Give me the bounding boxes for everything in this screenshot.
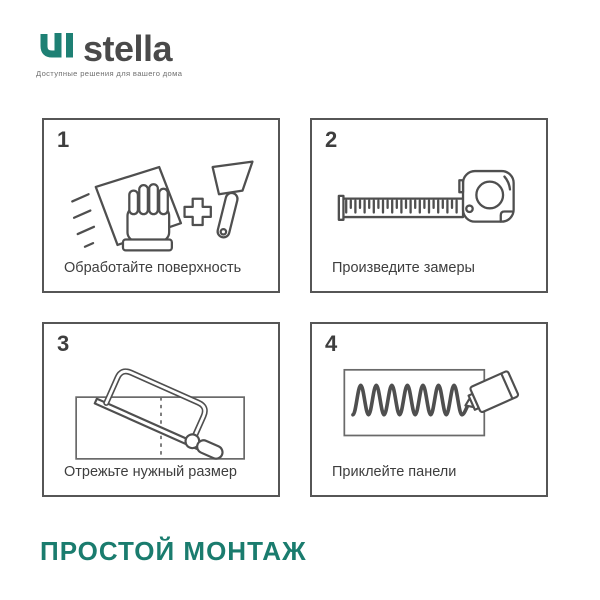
step-card-2 (310, 118, 548, 293)
step-caption: Приклейте панели (332, 464, 457, 480)
step-number: 3 (57, 331, 70, 356)
step-number: 2 (325, 127, 338, 152)
step-illustration (312, 152, 546, 260)
cloth-hand-spatula-icon (65, 156, 257, 256)
step-illustration (44, 356, 278, 464)
brand-name: stella (83, 27, 173, 69)
steps-grid (42, 118, 548, 497)
brand-logo (36, 27, 183, 78)
brand-tagline: Доступные решения для вашего дома (36, 69, 183, 78)
step-number: 4 (325, 331, 338, 356)
step-caption: Произведите замеры (332, 260, 475, 276)
hacksaw-cutting-icon (71, 356, 251, 464)
footer-heading: ПРОСТОЙ МОНТАЖ (40, 536, 307, 566)
glue-tube-icon (337, 356, 521, 464)
step-illustration (44, 152, 278, 260)
stella-monogram-icon (36, 30, 76, 63)
tape-measure-icon (337, 160, 521, 252)
step-card-1 (42, 118, 280, 293)
step-number: 1 (57, 127, 70, 152)
step-caption: Обработайте поверхность (64, 260, 242, 276)
step-card-3 (42, 322, 280, 497)
step-card-4 (310, 322, 548, 497)
plus-icon (185, 199, 211, 225)
step-caption: Отрежьте нужный размер (64, 464, 237, 480)
step-illustration (312, 356, 546, 464)
